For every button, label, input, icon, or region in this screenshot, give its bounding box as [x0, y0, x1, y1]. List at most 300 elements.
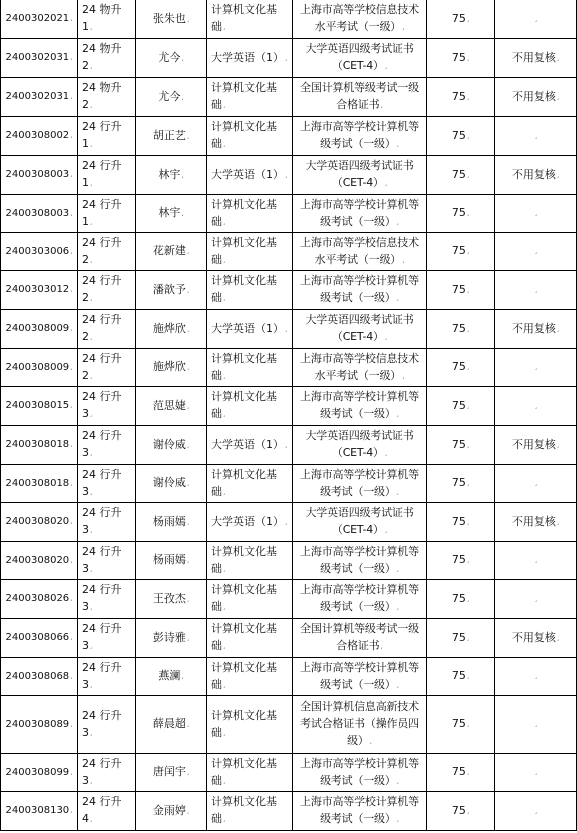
cell-end-mark: ، [402, 24, 405, 32]
student-name-cell-text: 谢伶威 [152, 476, 186, 489]
student-name-cell [136, 0, 207, 39]
note-cell [495, 696, 577, 754]
class-cell-text: 24 行升 3 [82, 583, 122, 613]
score-cell-text: 75 [451, 50, 466, 64]
cell-end-mark: ، [70, 807, 73, 815]
student-name-cell [136, 233, 207, 271]
table-row [1, 117, 577, 156]
student-id-cell [1, 387, 78, 426]
note-cell-text: 不用复核 [511, 630, 556, 644]
note-cell [495, 271, 577, 310]
note-cell-text: 不用复核 [511, 514, 556, 528]
certificate-cell [293, 465, 427, 503]
student-id-cell-text: 2400308003 [5, 207, 70, 219]
student-name-cell [136, 117, 207, 156]
student-id-cell-text: 2400303012 [5, 284, 70, 295]
student-name-cell [136, 792, 207, 831]
cell-end-mark: ، [90, 450, 93, 458]
student-name-cell-text: 尤今 [158, 50, 181, 64]
certificate-cell-text: 上海市高等学校计算机等级考试（一级） [300, 544, 419, 575]
score-cell [427, 503, 495, 542]
cell-end-mark: ، [70, 171, 73, 179]
certificate-cell [293, 310, 427, 349]
class-cell-text: 24 行升 3 [82, 467, 122, 498]
cell-end-mark: ، [223, 372, 226, 381]
student-name-cell [136, 465, 207, 503]
course-cell [207, 619, 293, 658]
student-id-cell-text: 2400308020 [5, 516, 70, 527]
table-row [1, 39, 577, 78]
class-cell-text: 24 行升 1 [82, 197, 122, 228]
class-cell-text: 24 物升 1 [82, 3, 122, 33]
class-cell [78, 792, 136, 831]
student-name-cell [136, 542, 207, 580]
table-row [1, 233, 577, 271]
student-name-cell-text: 王孜杰 [152, 591, 186, 605]
course-cell [207, 542, 293, 580]
cell-end-mark: ، [70, 672, 73, 681]
class-cell-text: 24 行升 3 [82, 708, 122, 739]
course-cell-text: 计算机文化基础 [211, 235, 277, 266]
student-name-cell-text: 潘歆予 [152, 282, 186, 296]
cell-end-mark: ، [186, 325, 190, 334]
cell-end-mark: ، [186, 132, 190, 141]
certificate-cell-text: 上海市高等学校信息技术水平考试（一级） [300, 235, 419, 266]
score-cell-text: 75 [451, 669, 466, 682]
student-name-cell [136, 658, 207, 696]
student-id-cell [1, 426, 78, 465]
class-cell [78, 349, 136, 387]
student-id-cell-text: 2400308015 [5, 400, 70, 411]
score-cell [427, 349, 495, 387]
student-id-cell-text: 2400308020 [5, 554, 70, 566]
cell-end-mark: ، [223, 565, 226, 574]
score-cell-text: 75 [451, 398, 466, 412]
cell-end-mark: ، [90, 334, 93, 342]
class-cell-text: 24 行升 2 [82, 235, 122, 266]
class-cell [78, 39, 136, 78]
cell-end-mark: ، [70, 325, 73, 333]
table-row [1, 195, 577, 233]
student-id-cell-text: 2400308068 [5, 670, 70, 682]
cell-end-mark: ، [556, 325, 560, 334]
class-cell [78, 195, 136, 233]
student-id-cell-text: 2400308009 [5, 361, 70, 373]
certificate-cell-text: 上海市高等学校信息技术水平考试（一级） [300, 3, 419, 33]
cell-end-mark: ، [70, 209, 73, 218]
certificate-cell [293, 271, 427, 310]
cell-end-mark: ، [396, 604, 399, 612]
certificate-cell-text: 上海市高等学校计算机等级考试（一级） [300, 795, 419, 825]
cell-end-mark: ، [181, 93, 184, 102]
cell-end-mark: ، [380, 102, 383, 110]
cell-end-mark: ، [534, 364, 538, 372]
cell-end-mark: ، [186, 286, 190, 295]
course-cell [207, 465, 293, 503]
cell-end-mark: ، [466, 93, 470, 102]
table-row [1, 503, 577, 542]
score-cell-text: 75 [451, 553, 466, 566]
table-row [1, 754, 577, 792]
student-id-cell [1, 792, 78, 831]
cell-end-mark: ، [466, 171, 470, 180]
note-cell-text: 不用复核 [511, 167, 556, 181]
table-row [1, 156, 577, 195]
student-id-cell [1, 117, 78, 156]
student-id-cell-text: 2400308066 [5, 632, 70, 643]
score-cell-text: 75 [451, 128, 466, 142]
class-cell [78, 387, 136, 426]
course-cell [207, 271, 293, 310]
student-name-cell [136, 310, 207, 349]
cell-end-mark: ، [534, 769, 538, 777]
class-cell-text: 24 行升 3 [82, 429, 122, 459]
cell-end-mark: ، [186, 441, 190, 450]
cell-end-mark: ، [223, 777, 226, 786]
cell-end-mark: ، [534, 557, 538, 565]
course-cell [207, 503, 293, 542]
certificate-cell [293, 349, 427, 387]
score-cell-text: 75 [451, 476, 466, 489]
note-cell-text: 不用复核 [511, 89, 556, 103]
table-row [1, 465, 577, 503]
score-cell-text: 75 [451, 167, 466, 181]
student-name-cell [136, 349, 207, 387]
cell-end-mark: ، [186, 248, 190, 256]
class-cell [78, 619, 136, 658]
table-row [1, 580, 577, 619]
note-cell [495, 349, 577, 387]
certificate-cell [293, 580, 427, 619]
cell-end-mark: ، [396, 681, 399, 690]
cell-end-mark: ، [90, 777, 93, 786]
cell-end-mark: ، [466, 210, 470, 218]
cell-end-mark: ، [186, 402, 190, 411]
cell-end-mark: ، [380, 643, 383, 651]
cell-end-mark: ، [466, 721, 470, 729]
student-name-cell [136, 39, 207, 78]
student-id-cell-text: 2400308003 [5, 169, 70, 180]
certificate-cell [293, 696, 427, 754]
student-id-cell [1, 465, 78, 503]
class-cell-text: 24 行升 1 [82, 159, 122, 189]
student-id-cell [1, 349, 78, 387]
course-cell-text: 计算机文化基础 [211, 795, 277, 825]
certificate-cell-text: 大学英语四级考试证书（CET-4） [305, 159, 414, 189]
cell-end-mark: ، [466, 480, 470, 488]
cell-end-mark: ، [402, 256, 405, 265]
cell-end-mark: ، [90, 24, 93, 32]
student-name-cell-text: 胡正艺 [152, 128, 186, 142]
cell-end-mark: ، [534, 132, 538, 141]
student-id-cell [1, 78, 78, 117]
cell-end-mark: ، [186, 595, 190, 604]
cell-end-mark: ، [70, 634, 73, 642]
class-cell-text: 24 行升 2 [82, 351, 122, 382]
table-row [1, 619, 577, 658]
cell-end-mark: ، [285, 441, 288, 450]
student-name-cell-text: 尤今 [158, 89, 181, 103]
cell-end-mark: ، [466, 518, 470, 527]
certificate-cell-text: 大学英语四级考试证书（CET-4） [305, 313, 414, 343]
cell-end-mark: ، [466, 286, 470, 295]
student-id-cell-text: 2400308026 [5, 593, 70, 604]
note-cell [495, 792, 577, 831]
student-id-cell [1, 580, 78, 619]
certificate-cell-text: 上海市高等学校计算机等级考试（一级） [300, 197, 419, 228]
student-id-cell [1, 156, 78, 195]
note-cell [495, 465, 577, 503]
course-cell-text: 大学英语（1） [211, 321, 284, 335]
course-cell-text: 计算机文化基础 [211, 197, 277, 228]
certificate-cell-text: 上海市高等学校计算机等级考试（一级） [300, 120, 419, 150]
cell-end-mark: ، [70, 479, 73, 488]
cell-end-mark: ، [70, 132, 73, 140]
cell-end-mark: ، [402, 372, 405, 381]
class-cell-text: 24 行升 2 [82, 313, 122, 343]
cell-end-mark: ، [534, 673, 538, 681]
student-id-cell-text: 2400302021 [5, 13, 70, 24]
class-cell [78, 754, 136, 792]
student-id-cell [1, 658, 78, 696]
student-id-cell-text: 2400308130 [5, 805, 70, 816]
cell-end-mark: ، [466, 15, 470, 24]
course-cell [207, 156, 293, 195]
cell-end-mark: ، [90, 256, 93, 265]
cell-end-mark: ، [466, 325, 470, 334]
cell-end-mark: ، [396, 218, 399, 227]
class-cell-text: 24 行升 2 [82, 274, 122, 304]
course-cell [207, 0, 293, 39]
student-id-cell [1, 39, 78, 78]
note-cell [495, 78, 577, 117]
score-cell-text: 75 [451, 360, 466, 373]
course-cell-text: 计算机文化基础 [211, 390, 277, 420]
cell-end-mark: ، [534, 595, 538, 604]
note-cell [495, 39, 577, 78]
student-id-cell-text: 2400308009 [5, 323, 70, 334]
cell-end-mark: ، [223, 681, 226, 690]
student-name-cell-text: 杨雨嫣 [152, 553, 186, 566]
cell-end-mark: ، [90, 295, 93, 303]
cell-end-mark: ، [70, 402, 73, 410]
cell-end-mark: ، [90, 565, 93, 574]
score-cell [427, 426, 495, 465]
class-cell [78, 580, 136, 619]
class-cell [78, 696, 136, 754]
student-name-cell-text: 谢伶威 [152, 437, 186, 451]
cell-end-mark: ، [90, 604, 93, 612]
score-cell [427, 580, 495, 619]
score-cell-text: 75 [451, 514, 466, 528]
table-row [1, 78, 577, 117]
cell-end-mark: ، [466, 54, 470, 63]
student-id-cell-text: 2400308018 [5, 477, 70, 489]
note-cell [495, 542, 577, 580]
cell-end-mark: ، [556, 171, 560, 180]
class-cell [78, 117, 136, 156]
certificate-cell-text: 上海市高等学校计算机等级考试（一级） [300, 467, 419, 498]
student-name-cell-text: 林宇 [158, 206, 181, 219]
student-name-cell-text: 唐闰宇 [152, 765, 186, 778]
class-cell-text: 24 行升 4 [82, 795, 122, 825]
score-cell [427, 117, 495, 156]
course-cell [207, 792, 293, 831]
student-name-cell [136, 696, 207, 754]
student-id-cell-text: 2400302031 [5, 52, 70, 63]
cell-end-mark: ، [556, 634, 560, 643]
cell-end-mark: ، [90, 63, 93, 71]
course-cell [207, 580, 293, 619]
table-row [1, 426, 577, 465]
student-name-cell-text: 林宇 [158, 167, 181, 181]
cell-end-mark: ، [223, 604, 226, 612]
score-cell [427, 233, 495, 271]
cell-end-mark: ، [90, 643, 93, 651]
table-row [1, 792, 577, 831]
course-cell-text: 计算机文化基础 [211, 274, 277, 304]
certificate-cell-text: 上海市高等学校信息技术水平考试（一级） [300, 351, 419, 382]
score-cell [427, 542, 495, 580]
cell-end-mark: ، [186, 769, 190, 777]
course-cell-text: 计算机文化基础 [211, 708, 277, 739]
certificate-cell-text: 全国计算机等级考试一级合格证书 [300, 81, 419, 111]
student-id-cell-text: 2400308018 [5, 439, 70, 450]
cell-end-mark: ، [90, 729, 93, 738]
score-cell [427, 696, 495, 754]
certificate-cell [293, 78, 427, 117]
course-cell-text: 计算机文化基础 [211, 3, 277, 33]
student-id-cell [1, 696, 78, 754]
certificate-cell-text: 大学英语四级考试证书（CET-4） [305, 429, 414, 459]
cell-end-mark: ، [223, 411, 226, 419]
score-cell-text: 75 [451, 244, 466, 257]
cell-end-mark: ، [396, 777, 399, 786]
certificate-cell [293, 156, 427, 195]
cell-end-mark: ، [369, 738, 372, 746]
table-row [1, 658, 577, 696]
cell-end-mark: ، [223, 218, 226, 227]
cell-end-mark: ، [534, 402, 538, 411]
score-cell [427, 310, 495, 349]
student-id-cell [1, 233, 78, 271]
cell-end-mark: ، [384, 334, 388, 342]
student-id-cell [1, 542, 78, 580]
course-cell [207, 658, 293, 696]
score-cell [427, 195, 495, 233]
course-cell-text: 计算机文化基础 [211, 660, 277, 691]
cell-end-mark: ، [181, 54, 184, 63]
student-name-cell-text: 范思婕 [152, 398, 186, 412]
cell-end-mark: ، [70, 518, 73, 526]
cell-end-mark: ، [181, 673, 184, 681]
course-cell-text: 大学英语（1） [211, 167, 284, 181]
cell-end-mark: ، [384, 63, 388, 71]
cell-end-mark: ، [90, 372, 93, 381]
cell-end-mark: ، [90, 411, 93, 419]
student-name-cell-text: 花新建 [152, 244, 186, 257]
cell-end-mark: ، [186, 557, 190, 565]
cell-end-mark: ، [90, 488, 93, 497]
class-cell-text: 24 行升 3 [82, 544, 122, 575]
student-id-cell [1, 503, 78, 542]
cell-end-mark: ، [556, 54, 560, 63]
cell-end-mark: ، [223, 141, 226, 149]
class-cell-text: 24 行升 3 [82, 390, 122, 420]
class-cell [78, 156, 136, 195]
cell-end-mark: ، [556, 93, 560, 102]
score-cell-text: 75 [451, 630, 466, 644]
certificate-cell-text: 上海市高等学校计算机等级考试（一级） [300, 583, 419, 613]
student-id-cell-text: 2400308099 [5, 766, 70, 778]
cell-end-mark: ، [186, 807, 190, 816]
cell-end-mark: ، [466, 402, 470, 411]
score-cell-text: 75 [451, 89, 466, 103]
note-cell [495, 619, 577, 658]
table-row [1, 696, 577, 754]
cell-end-mark: ، [534, 807, 538, 816]
certificate-cell [293, 0, 427, 39]
cell-end-mark: ، [186, 364, 190, 372]
student-name-cell [136, 754, 207, 792]
student-name-cell-text: 施烨欣 [152, 321, 186, 335]
cell-end-mark: ، [223, 256, 226, 265]
cell-end-mark: ، [90, 141, 93, 149]
student-name-cell-text: 施烨欣 [152, 360, 186, 373]
course-cell [207, 117, 293, 156]
course-cell-text: 计算机文化基础 [211, 756, 277, 787]
note-cell-text: 不用复核 [511, 321, 556, 335]
cell-end-mark: ، [534, 210, 538, 218]
class-cell [78, 503, 136, 542]
student-name-cell-text: 张朱也 [152, 11, 186, 25]
cell-end-mark: ، [466, 595, 470, 604]
class-cell [78, 0, 136, 39]
note-cell-text: 不用复核 [511, 437, 556, 451]
note-cell [495, 0, 577, 39]
class-cell-text: 24 物升 2 [82, 42, 122, 72]
student-name-cell [136, 580, 207, 619]
course-cell-text: 计算机文化基础 [211, 622, 277, 652]
cell-end-mark: ، [186, 518, 190, 527]
course-cell-text: 大学英语（1） [211, 514, 284, 528]
cell-end-mark: ، [186, 480, 190, 488]
certificate-cell [293, 503, 427, 542]
certificate-cell-text: 全国计算机等级考试一级合格证书 [300, 622, 419, 652]
certificate-cell-text: 上海市高等学校计算机等级考试（一级） [300, 274, 419, 304]
class-cell-text: 24 行升 1 [82, 120, 122, 150]
certificate-cell [293, 39, 427, 78]
note-cell [495, 156, 577, 195]
score-cell [427, 754, 495, 792]
note-cell-text: 不用复核 [511, 50, 556, 64]
cell-end-mark: ، [396, 816, 399, 824]
student-name-cell [136, 78, 207, 117]
student-name-cell [136, 503, 207, 542]
cell-end-mark: ، [223, 816, 226, 824]
cell-end-mark: ، [466, 132, 470, 141]
class-cell-text: 24 行升 3 [82, 506, 122, 536]
cell-end-mark: ، [384, 450, 388, 458]
course-cell [207, 696, 293, 754]
score-cell [427, 658, 495, 696]
score-cell [427, 465, 495, 503]
cell-end-mark: ، [466, 557, 470, 565]
note-cell [495, 426, 577, 465]
class-cell [78, 310, 136, 349]
table-row [1, 310, 577, 349]
certificate-cell-text: 上海市高等学校计算机等级考试（一级） [300, 756, 419, 787]
